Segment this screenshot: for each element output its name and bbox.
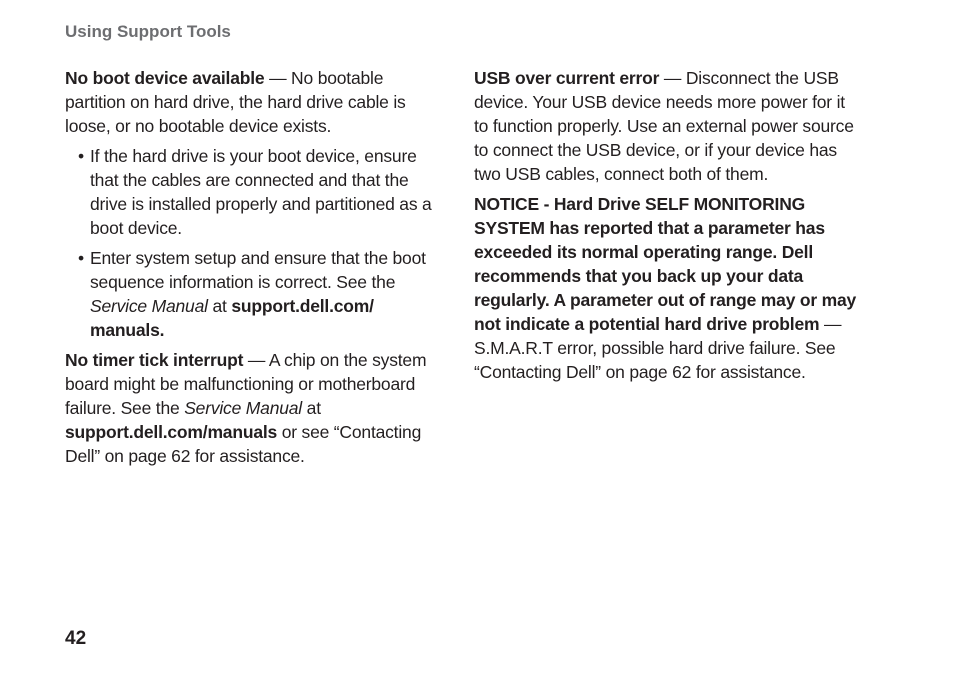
page-number: 42 — [65, 628, 87, 649]
notice-paragraph — [474, 192, 859, 384]
no-boot-device-term: No boot device available — [65, 68, 265, 88]
support-url: support.dell.com/ manuals. — [90, 296, 374, 340]
timer-tick-text-mid: at — [302, 398, 321, 418]
usb-error-text: — Disconnect the USB device. Your USB device needs more power for it to function properly. Use an external power source to connect the USB device, or if your device has two USB cables, connect both of them. — [474, 68, 854, 184]
running-header: Using Support Tools — [65, 22, 231, 41]
timer-tick-text-after: or see “Contacting Dell” on page 62 for assistance. — [65, 422, 422, 466]
timer-tick-text: — A chip on the system board might be malfunctioning or motherboard failure. See the — [65, 350, 427, 418]
usb-error-term: USB over current error — [474, 68, 660, 88]
notice-term: NOTICE - Hard Drive SELF MONITORING SYSTEM has reported that a parameter has exceeded its normal operating range. Dell recommends that you back up your data regularly. A parameter out of range may or may not indicate a potential hard drive problem — [474, 194, 857, 334]
no-boot-device-paragraph — [65, 66, 445, 138]
service-manual-title: Service Manual — [90, 296, 208, 316]
bullet-text: If the hard drive is your boot device, ensure that the cables are connected and that the drive is installed properly and partitioned as a boot device. — [90, 146, 432, 238]
timer-tick-paragraph — [65, 348, 445, 468]
bullet-marker: • — [78, 146, 84, 166]
bullet-marker: • — [78, 248, 84, 268]
timer-tick-term: No timer tick interrupt — [65, 350, 244, 370]
no-boot-device-text: — No bootable partition on hard drive, the hard drive cable is loose, or no bootable device exists. — [65, 68, 406, 136]
bullet-item-boot-device — [65, 144, 445, 240]
bullet-text: Enter system setup and ensure that the boot sequence information is correct. See the — [90, 248, 426, 292]
bullet-item-system-setup — [65, 246, 445, 342]
support-url: support.dell.com/manuals — [65, 422, 278, 442]
right-column — [474, 66, 859, 390]
notice-text: — S.M.A.R.T error, possible hard drive failure. See “Contacting Dell” on page 62 for assistance. — [474, 314, 842, 382]
usb-error-paragraph — [474, 66, 859, 186]
bullet-text-mid: at — [207, 296, 232, 316]
left-column — [65, 66, 445, 474]
service-manual-title: Service Manual — [184, 398, 302, 418]
